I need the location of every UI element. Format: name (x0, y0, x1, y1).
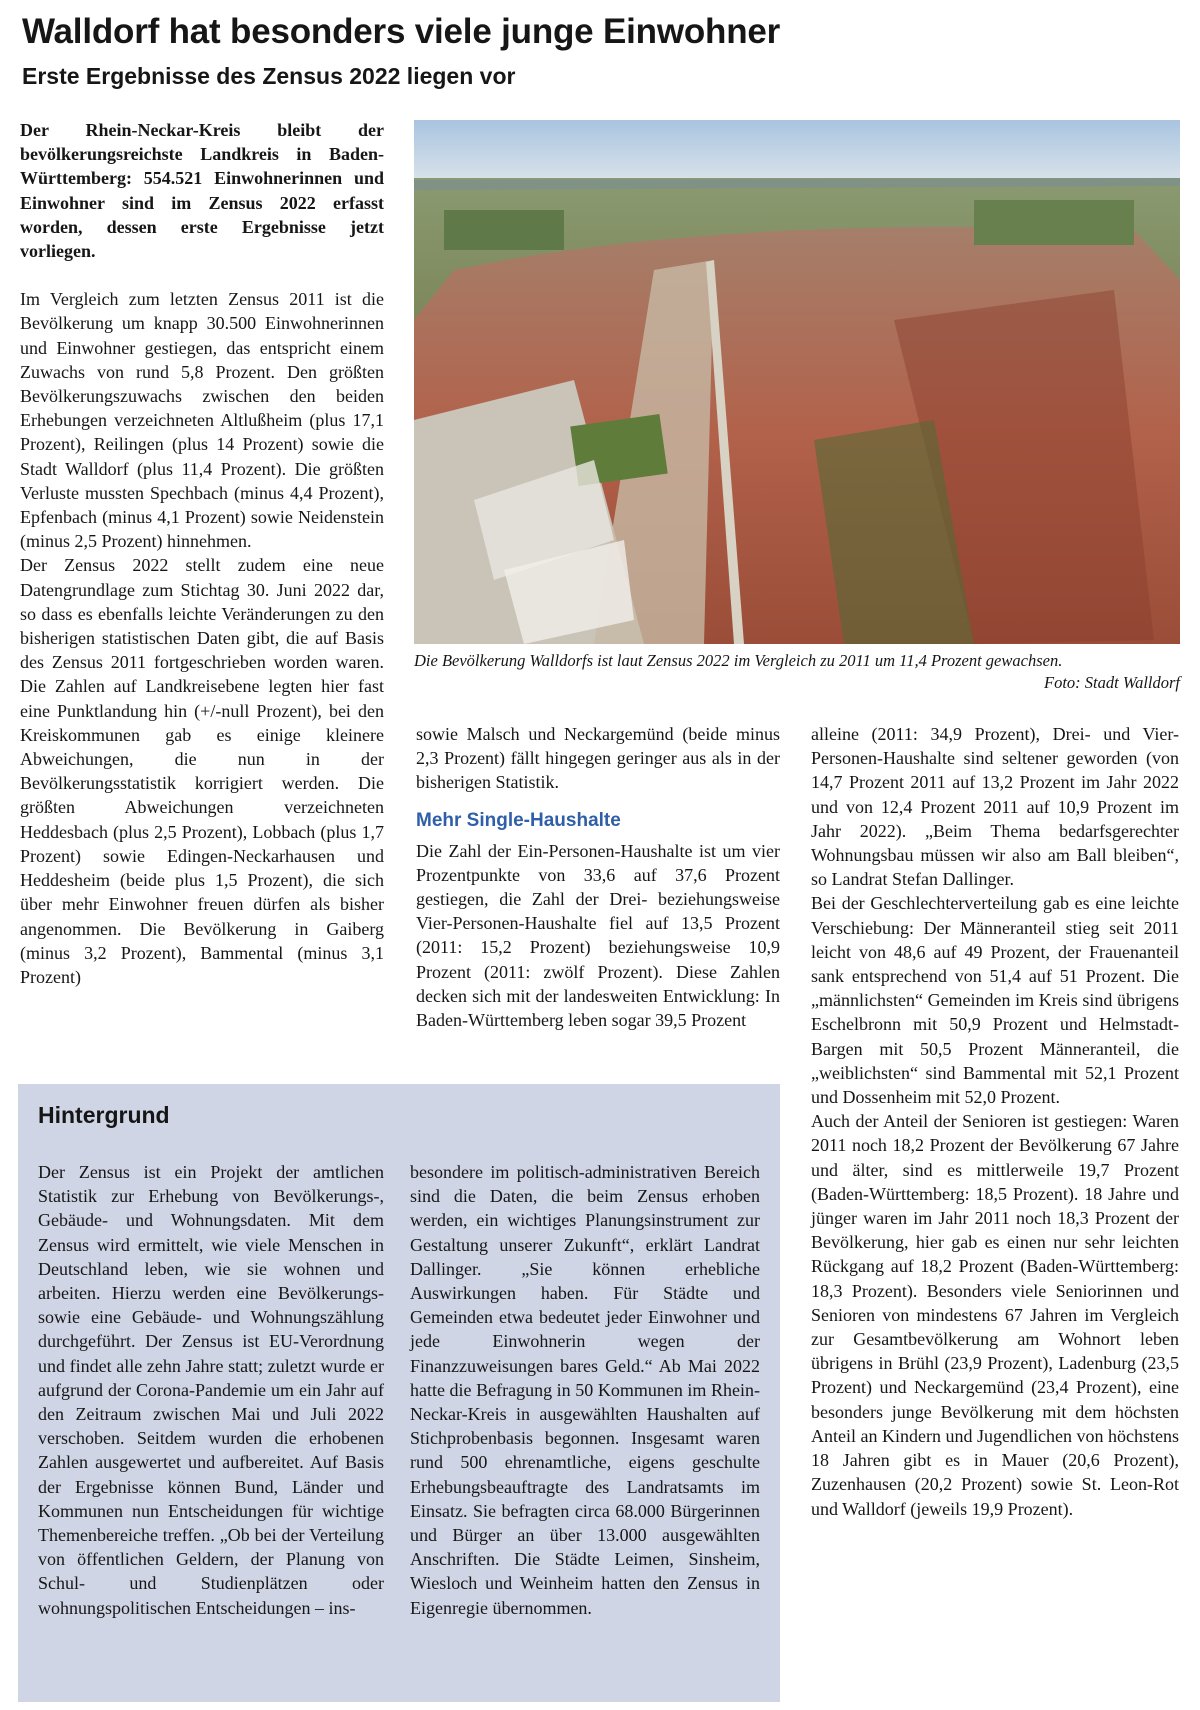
box-column-1 (38, 1160, 384, 1620)
subline: Erste Ergebnisse des Zensus 2022 liegen vor (22, 63, 516, 89)
body-paragraph-7: Auch der Anteil der Senioren ist gestiegen: Waren 2011 noch 18,2 Prozent der Bevölkerung 67 Jahre und älter, sind es mittlerweile 19,7 Prozent (Baden-Württemberg: 18,5 Prozent). 18 Jahre und jünger waren im Jahr 2011 noch 18,3 Prozent der Bevölkerung, hier gab es einen nur sehr leichten Rückgang auf 18,2 Prozent (Baden-Württemberg: 18,3 Prozent). Besonders viele Seniorinnen und Senioren von mindestens 67 Jahren im Vergleich zur Gesamtbevölkerung am Wohnort leben übrigens in Brühl (23,9 Prozent), Ladenburg (23,5 Prozent) und Neckargemünd (23,4 Prozent), eine besonders junge Bevölkerung mit dem höchsten Anteil an Kindern und Jugendlichen von höchstens 18 Jahren gibt es in Mauer (20,6 Prozent), Zuzenhausen (20,2 Prozent) sowie St. Leon-Rot und Walldorf (jeweils 19,9 Prozent). (811, 1111, 1179, 1519)
headline: Walldorf hat besonders viele junge Einwohner (22, 12, 781, 51)
body-paragraph-2: Der Zensus 2022 stellt zudem eine neue Datengrundlage zum Stichtag 30. Juni 2022 dar, so dass es ebenfalls leichte Veränderungen zu den bisherigen statistischen Daten gibt, die auf Basis des Zensus 2011 fortgeschrieben worden waren. Die Zahlen auf Landkreisebene legten hier fast eine Punktlandung hin (+/-null Prozent), bei den Kreiskommunen gab es einige kleinere Abweichungen, die nun in der Bevölkerungsstatistik korrigiert werden. Die größten Abweichungen verzeichneten Heddesbach (plus 2,5 Prozent), Lobbach (plus 1,7 Prozent) sowie Edingen-Neckarhausen und Heddesheim (beide plus 1,5 Prozent), die sich über mehr Einwohner freuen dürfen als bisher angenommen. Die Bevölkerung in Gaiberg (minus 3,2 Prozent), Bammental (minus 3,1 Prozent) (20, 555, 384, 987)
body-paragraph-1: Im Vergleich zum letzten Zensus 2011 ist die Bevölkerung um knapp 30.500 Einwohnerinnen und Einwohner gestiegen, das entspricht einem Zuwachs von rund 5,8 Prozent. Den größten Bevölkerungszuwachs zwischen den beiden Erhebungen verzeichneten Altlußheim (plus 17,1 Prozent), Reilingen (plus 14 Prozent) sowie die Stadt Walldorf (plus 11,4 Prozent). Die größten Verluste mussten Spechbach (minus 4,4 Prozent), Epfenbach (minus 4,1 Prozent) sowie Neidenstein (minus 2,5 Prozent) hinnehmen. (20, 289, 384, 552)
aerial-photo-walldorf (414, 120, 1180, 644)
article-column-2 (416, 722, 780, 1032)
body-paragraph-3: sowie Malsch und Neckargemünd (beide minus 2,3 Prozent) fällt hingegen geringer aus als in der bisherigen Statistik. (416, 724, 780, 793)
body-paragraph-5: alleine (2011: 34,9 Prozent), Drei- und Vier-Personen-Haushalte sind seltener geworden (von 14,7 Prozent 2011 auf 13,2 Prozent im Jahr 2022 und von 12,4 Prozent 2011 auf 10,9 Prozent im Jahr 2022). „Beim Thema bedarfsgerechter Wohnungsbau müssen wir also am Ball bleiben“, so Landrat Stefan Dallinger. (811, 724, 1179, 890)
section-heading: Mehr Single-Haushalte (416, 809, 621, 831)
box-paragraph-1: Der Zensus ist ein Projekt der amtlichen Statistik zur Erhebung von Bevölkerungs-, Gebäude- und Wohnungsdaten. Mit dem Zensus wird ermittelt, wie viele Menschen in Deutschland leben, wie sie wohnen und arbeiten. Hierzu werden eine Bevölkerungs- sowie eine Gebäude- und Wohnungszählung durchgeführt. Der Zensus ist EU-Verordnung und findet alle zehn Jahre statt; zuletzt wurde er aufgrund der Corona-Pandemie um ein Jahr auf den Zeitraum zwischen Mai und Juli 2022 verschoben. Seitdem wurden die erhobenen Zahlen ausgewertet und aufbereitet. Auf Basis der Ergebnisse können Bund, Länder und Kommunen nun Entscheidungen für wichtige Themenbereiche treffen. „Ob bei der Verteilung von öffentlichen Geldern, der Planung von Schul- und Studienplätzen oder wohnungspolitischen Entscheidungen – ins- (38, 1162, 384, 1618)
article-column-1 (20, 118, 384, 989)
box-title: Hintergrund (38, 1102, 170, 1128)
article-column-3 (811, 722, 1179, 1521)
photo-credit: Foto: Stadt Walldorf (1044, 673, 1180, 692)
background-info-box (18, 1084, 780, 1702)
box-column-2 (410, 1160, 760, 1620)
body-paragraph-4: Die Zahl der Ein-Personen-Haushalte ist um vier Prozentpunkte von 33,6 auf 37,6 Prozent gestiegen, die Zahl der Drei- beziehungsweise Vier-Personen-Haushalte fiel auf 13,5 Prozent (2011: 15,2 Prozent) beziehungsweise 10,9 Prozent (2011: zwölf Prozent). Diese Zahlen decken sich mit der landesweiten Entwicklung: In Baden-Württemberg leben sogar 39,5 Prozent (416, 840, 780, 1031)
box-paragraph-2: besondere im politisch-administrativen Bereich sind die Daten, die beim Zensus erhoben werden, ein wichtiges Planungsinstrument zur Gestaltung unserer Zukunft“, erklärt Landrat Dallinger. „Sie können erhebliche Auswirkungen haben. Für Städte und Gemeinden etwa bedeutet jeder Einwohner und jede Einwohnerin wegen der Finanzzuweisungen bares Geld.“ Ab Mai 2022 hatte die Befragung in 50 Kommunen im Rhein-Neckar-Kreis in ausgewählten Haushalten auf Stichprobenbasis begonnen. Insgesamt waren rund 500 ehrenamtliche, eigens geschulte Erhebungsbeauftragte des Landratsamts im Einsatz. Sie befragten circa 68.000 Bürgerinnen und Bürger an über 13.000 ausgewählten Anschriften. Die Städte Leimen, Sinsheim, Wiesloch und Weinheim hatten den Zensus in Eigenregie übernommen. (410, 1162, 760, 1618)
lead-paragraph: Der Rhein-Neckar-Kreis bleibt der bevölkerungsreichste Landkreis in Baden-Württemberg: 554.521 Einwohnerinnen und Einwohner sind im Zensus 2022 erfasst worden, dessen erste Ergebnisse jetzt vorliegen. (20, 120, 384, 262)
caption-text: Die Bevölkerung Walldorfs ist laut Zensus 2022 im Vergleich zu 2011 um 11,4 Prozent gewachsen. (414, 651, 1063, 670)
photo-caption (414, 650, 1180, 694)
body-paragraph-6: Bei der Geschlechterverteilung gab es eine leichte Verschiebung: Der Männeranteil stieg seit 2011 leicht von 48,6 auf 49 Prozent, der Frauenanteil sank entsprechend von 51,4 auf 51 Prozent. Die „männlichsten“ Gemeinden im Kreis sind übrigens Eschelbronn mit 50,9 Prozent und Helmstadt-Bargen mit 50,5 Prozent Männeranteil, die „weiblichsten“ sind Bammental mit 52,1 Prozent und Dossenheim mit 52,0 Prozent. (811, 893, 1179, 1108)
